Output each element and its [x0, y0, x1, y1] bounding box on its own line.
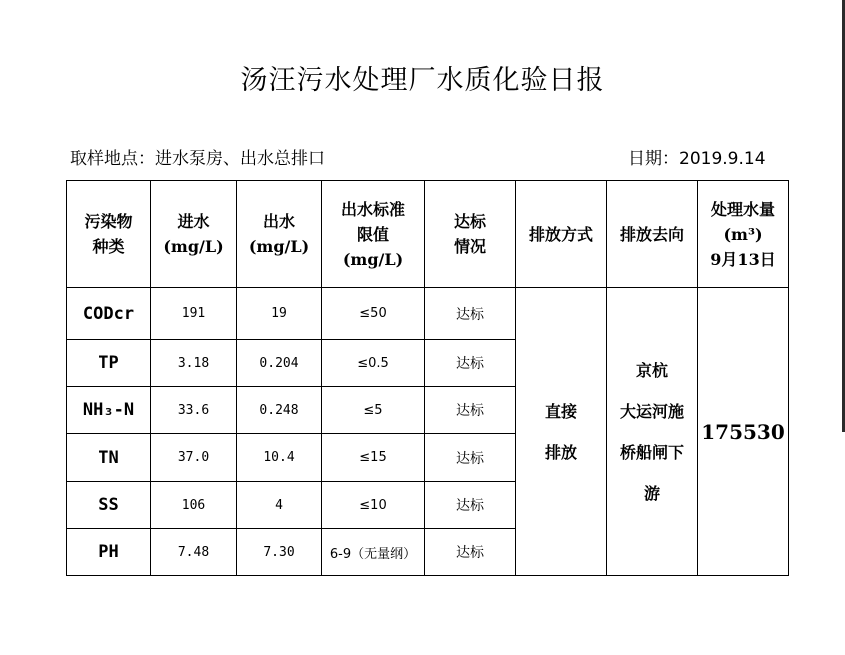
water-quality-table: [66, 180, 789, 576]
compliance-status: 达标: [425, 340, 516, 387]
discharge-destination-line: 游: [643, 483, 660, 503]
discharge-destination-line: 桥船闸下: [619, 442, 684, 462]
standard-limit: ≤0.5: [322, 340, 425, 387]
compliance-status: 达标: [425, 288, 516, 340]
header-destination: [607, 181, 698, 288]
inflow-value: 33.6: [151, 387, 237, 434]
header-row: [67, 181, 789, 288]
header-volume-line: (m³): [723, 224, 763, 244]
standard-limit: ≤5: [322, 387, 425, 434]
header-method: [516, 181, 607, 288]
header-pollutant-line: 种类: [92, 237, 125, 256]
standard-limit: 6-9（无量纲）: [322, 529, 425, 576]
inflow-value: 37.0: [151, 434, 237, 482]
pollutant-name: PH: [67, 529, 151, 576]
header-status: [425, 181, 516, 288]
header-volume: [698, 181, 789, 288]
compliance-status: 达标: [425, 434, 516, 482]
header-outflow-line: (mg/L): [248, 237, 310, 256]
inflow-value: 106: [151, 482, 237, 529]
standard-limit: ≤10: [322, 482, 425, 529]
header-destination-line: 排放去向: [619, 224, 684, 244]
header-status-line: 情况: [453, 237, 486, 256]
outflow-value: 0.204: [237, 340, 322, 387]
outflow-value: 0.248: [237, 387, 322, 434]
inflow-value: 3.18: [151, 340, 237, 387]
header-volume-line: 处理水量: [710, 199, 775, 219]
sampling-location: 取样地点：进水泵房、出水总排口: [70, 149, 325, 169]
header-inflow-line: (mg/L): [163, 237, 224, 256]
pollutant-name: TP: [67, 340, 151, 387]
header-outflow-line: 出水: [262, 212, 295, 231]
header-inflow-line: 进水: [177, 212, 210, 231]
discharge-method-line: 直接: [544, 401, 577, 421]
discharge-method-line: 排放: [544, 442, 577, 462]
header-standard-line: 出水标准: [340, 199, 405, 219]
discharge-destination-line: 京杭: [635, 360, 668, 380]
report-date: 日期：2019.9.14: [628, 149, 766, 169]
outflow-value: 4: [237, 482, 322, 529]
header-pollutant: [67, 181, 151, 288]
header-pollutant-line: 污染物: [84, 212, 133, 231]
discharge-destination: [607, 288, 698, 576]
compliance-status: 达标: [425, 387, 516, 434]
header-method-line: 排放方式: [528, 224, 593, 244]
inflow-value: 7.48: [151, 529, 237, 576]
header-standard-line: (mg/L): [342, 249, 404, 269]
report-title: 汤汪污水处理厂水质化验日报: [240, 65, 605, 96]
outflow-value: 10.4: [237, 434, 322, 482]
discharge-method: [516, 288, 607, 576]
header-standard-line: 限值: [356, 224, 389, 244]
header-inflow: [151, 181, 237, 288]
pollutant-name: CODcr: [67, 288, 151, 340]
header-standard: [322, 181, 425, 288]
compliance-status: 达标: [425, 482, 516, 529]
standard-limit: ≤50: [322, 288, 425, 340]
pollutant-name: TN: [67, 434, 151, 482]
header-status-line: 达标: [453, 212, 486, 231]
header-volume-line: 9月13日: [710, 249, 776, 269]
outflow-value: 7.30: [237, 529, 322, 576]
table-row: [67, 288, 789, 340]
header-outflow: [237, 181, 322, 288]
treated-volume: 175530: [698, 288, 789, 576]
standard-limit: ≤15: [322, 434, 425, 482]
compliance-status: 达标: [425, 529, 516, 576]
pollutant-name: NH₃-N: [67, 387, 151, 434]
outflow-value: 19: [237, 288, 322, 340]
discharge-destination-line: 大运河施: [619, 401, 684, 421]
inflow-value: 191: [151, 288, 237, 340]
pollutant-name: SS: [67, 482, 151, 529]
